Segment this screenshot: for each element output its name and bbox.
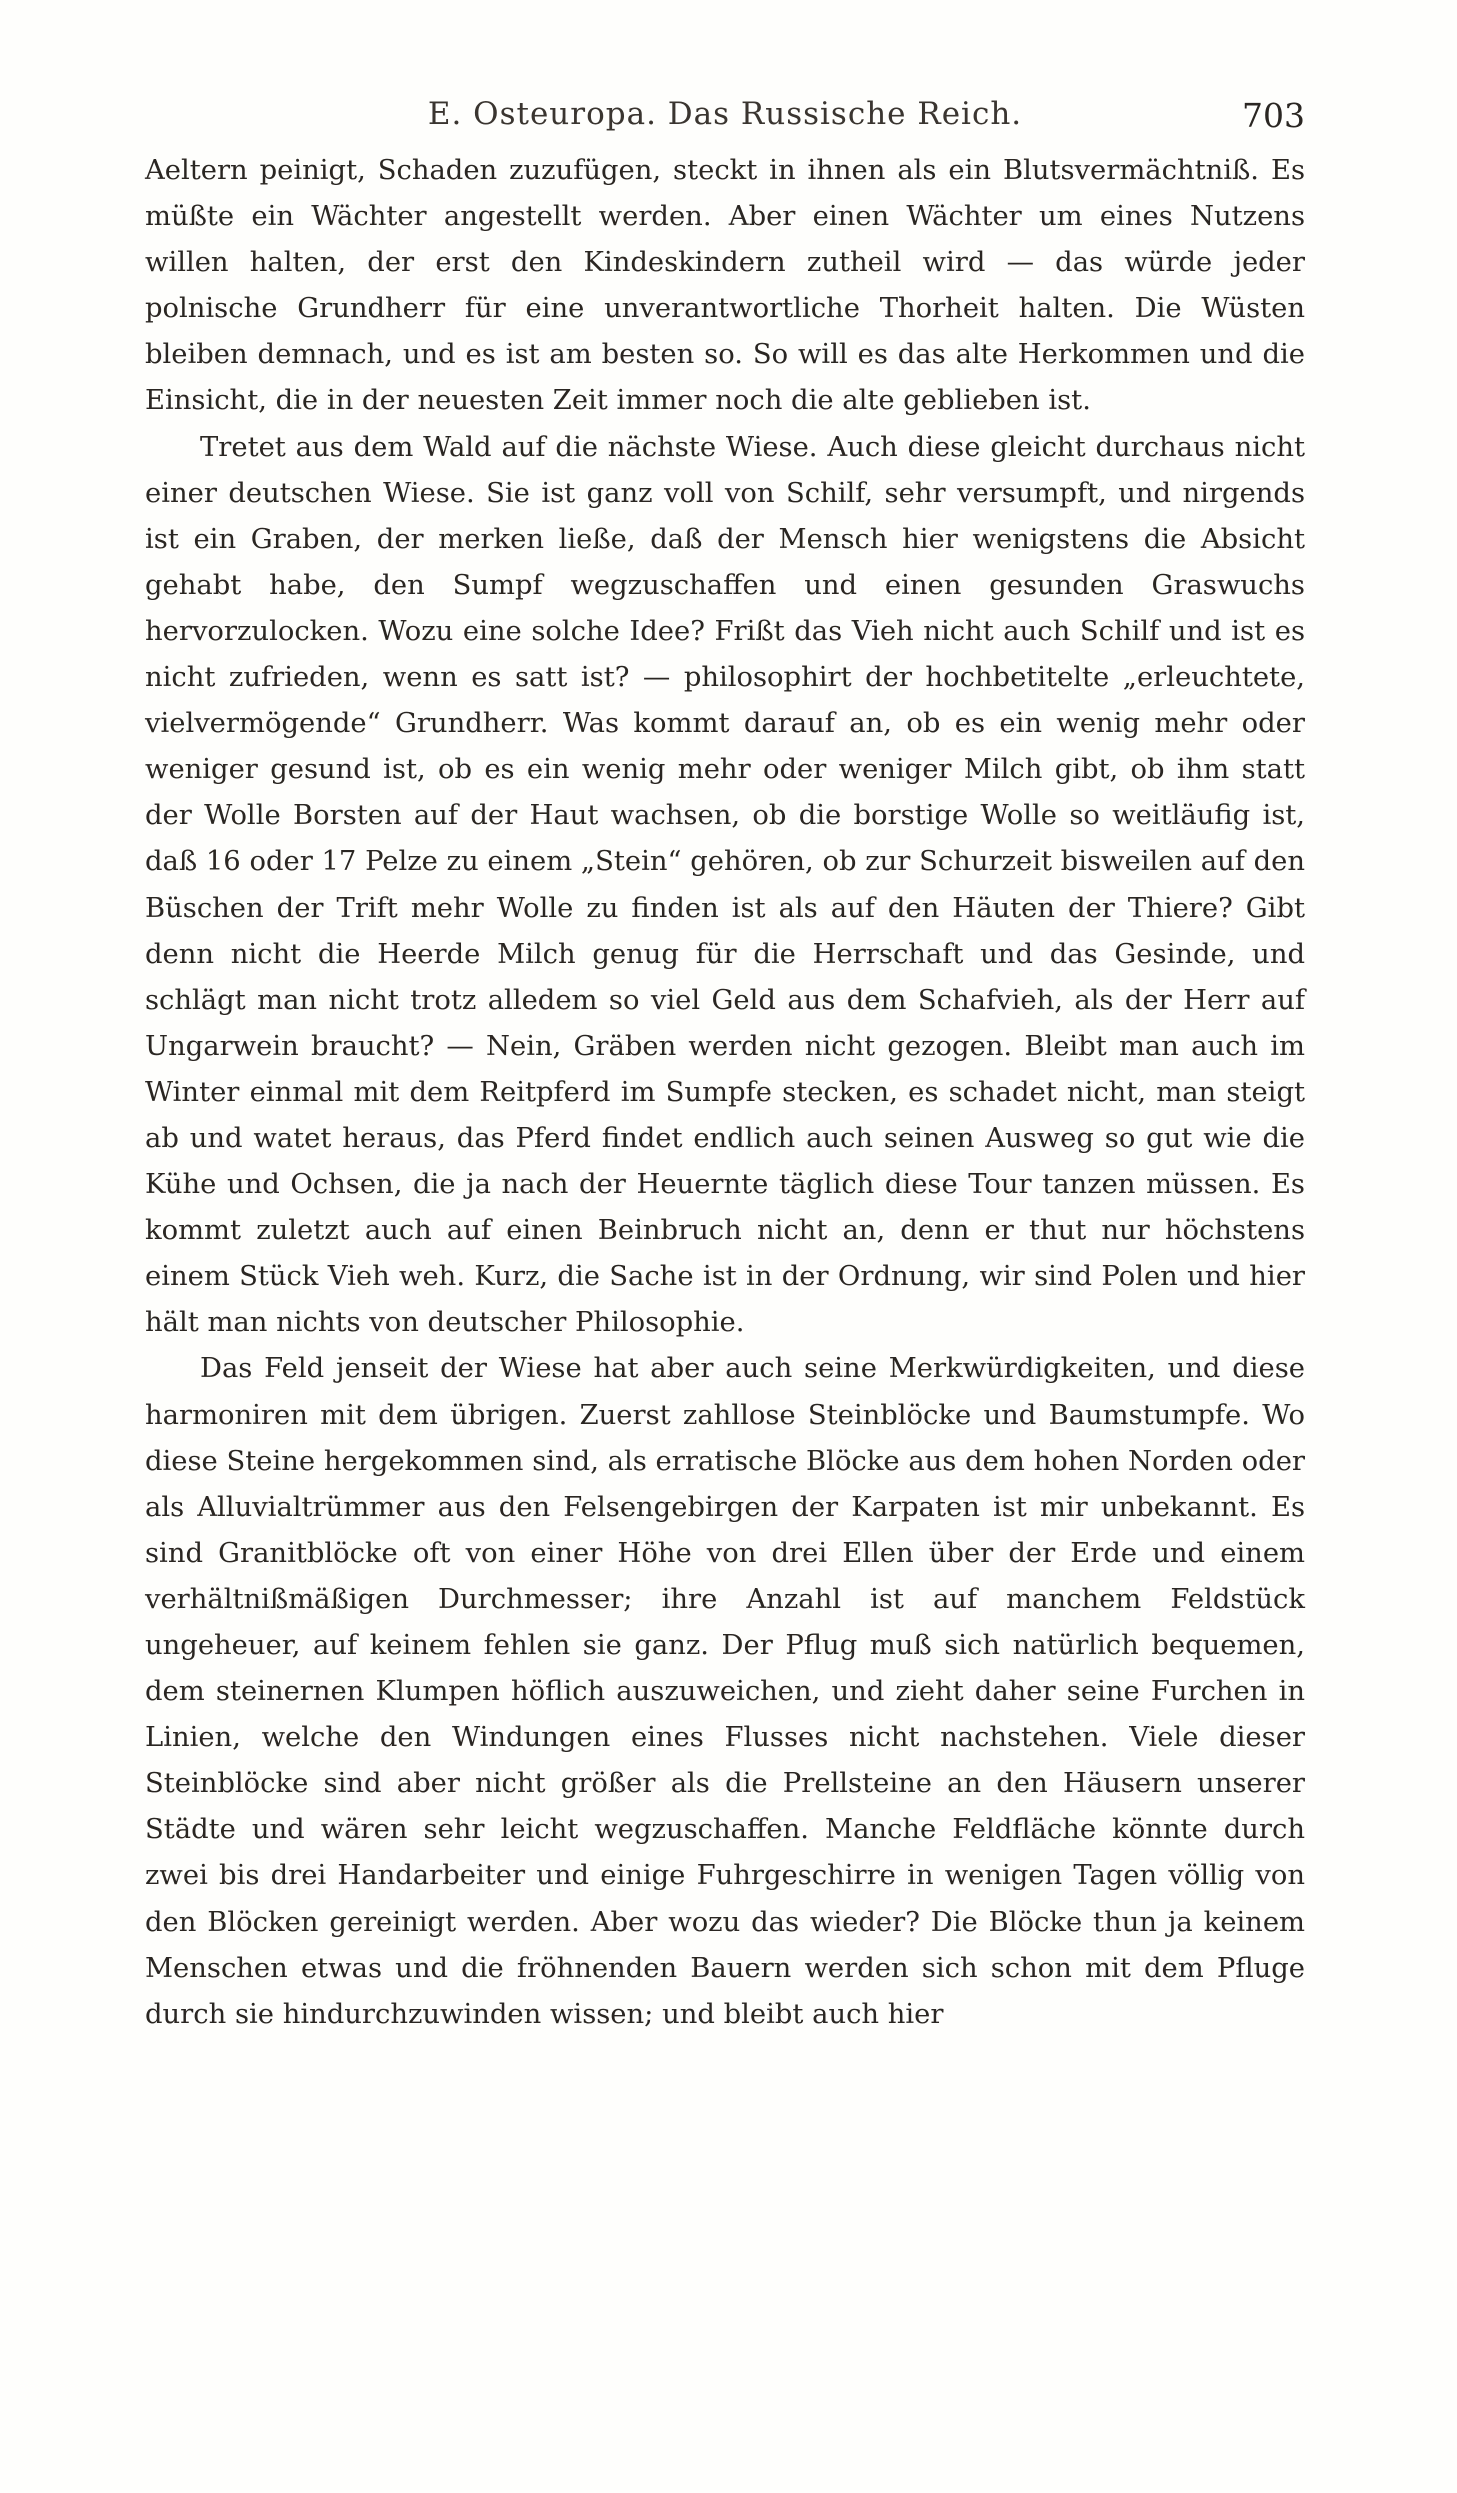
paragraph-continued: Aeltern peinigt, Schaden zuzufügen, steckt in ihnen als ein Blutsvermächtniß. Es müßte ein Wächter angestellt werden. Aber einen Wächter um eines Nutzens willen halten, der erst den Kindeskindern zutheil wird — das würde jeder polnische Grundherr für eine unverantwortliche Thorheit halten. Die Wüsten bleiben demnach, und es ist am besten so. So will es das alte Herkommen und die Einsicht, die in der neuesten Zeit immer noch die alte geblieben ist. xyxy=(145,155,1305,417)
body-text xyxy=(145,148,1305,2038)
paragraph-meadow: Tretet aus dem Wald auf die nächste Wiese. Auch diese gleicht durchaus nicht einer deutschen Wiese. Sie ist ganz voll von Schilf, sehr versumpft, und nirgends ist ein Graben, der merken ließe, daß der Mensch hier wenigstens die Absicht gehabt habe, den Sumpf wegzuschaffen und einen gesunden Graswuchs hervorzulocken. Wozu eine solche Idee? Frißt das Vieh nicht auch Schilf und ist es nicht zufrieden, wenn es satt ist? — philosophirt der hochbetitelte „erleuchtete, vielvermögende“ Grundherr. Was kommt darauf an, ob es ein wenig mehr oder weniger gesund ist, ob es ein wenig mehr oder weniger Milch gibt, ob ihm statt der Wolle Borsten auf der Haut wachsen, ob die borstige Wolle so weitläufig ist, daß 16 oder 17 Pelze zu einem „Stein“ gehören, ob zur Schurzeit bisweilen auf den Büschen der Trift mehr Wolle zu finden ist als auf den Häuten der Thiere? Gibt denn nicht die Heerde Milch genug für die Herrschaft und das Gesinde, und schlägt man nicht trotz alledem so viel Geld aus dem Schafvieh, als der Herr auf Ungarwein braucht? — Nein, Gräben werden nicht gezogen. Bleibt man auch im Winter einmal mit dem Reitpferd im Sumpfe stecken, es schadet nicht, man steigt ab und watet heraus, das Pferd findet endlich auch seinen Ausweg so gut wie die Kühe und Ochsen, die ja nach der Heuernte täglich diese Tour tanzen müssen. Es kommt zuletzt auch auf einen Beinbruch nicht an, denn er thut nur höchstens einem Stück Vieh weh. Kurz, die Sache ist in der Ordnung, wir sind Polen und hier hält man nichts von deutscher Philosophie. xyxy=(145,431,1305,1339)
running-title: E. Osteuropa. Das Russische Reich. xyxy=(427,96,1023,132)
page-number: 703 xyxy=(1242,96,1305,135)
running-head xyxy=(145,96,1305,140)
paragraph-field: Das Feld jenseit der Wiese hat aber auch seine Merkwürdigkeiten, und diese harmoniren mit dem übrigen. Zuerst zahllose Steinblöcke und Baumstumpfe. Wo diese Steine hergekommen sind, als erratische Blöcke aus dem hohen Norden oder als Alluvialtrümmer aus den Felsengebirgen der Karpaten ist mir unbekannt. Es sind Granitblöcke oft von einer Höhe von drei Ellen über der Erde und einem verhältnißmäßigen Durchmesser; ihre Anzahl ist auf manchem Feldstück ungeheuer, auf keinem fehlen sie ganz. Der Pflug muß sich natürlich bequemen, dem steinernen Klumpen höflich auszuweichen, und zieht daher seine Furchen in Linien, welche den Windungen eines Flusses nicht nachstehen. Viele dieser Steinblöcke sind aber nicht größer als die Prellsteine an den Häusern unserer Städte und wären sehr leicht wegzuschaffen. Manche Feldfläche könnte durch zwei bis drei Handarbeiter und einige Fuhrgeschirre in wenigen Tagen völlig von den Blöcken gereinigt werden. Aber wozu das wieder? Die Blöcke thun ja keinem Menschen etwas und die fröhnenden Bauern werden sich schon mit dem Pfluge durch sie hindurchzuwinden wissen; und bleibt auch hier xyxy=(145,1353,1305,2030)
